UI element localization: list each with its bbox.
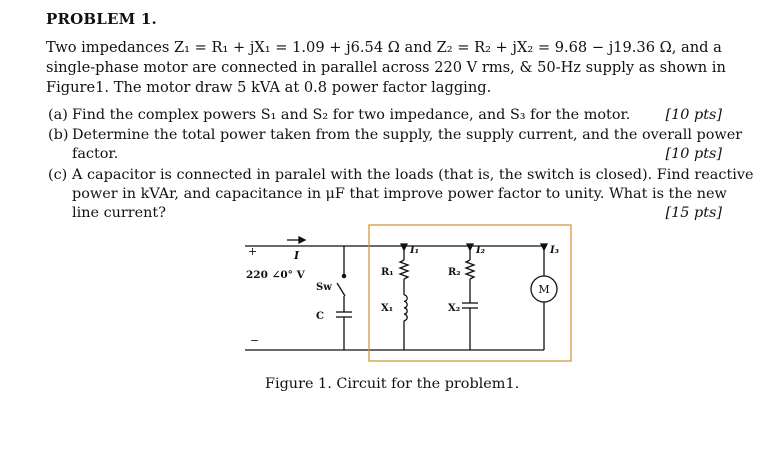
question-b-points: [10 pts] — [665, 146, 722, 162]
x1-label: X₁ — [381, 303, 394, 314]
source-voltage-label: 220 ∠0° V — [246, 269, 305, 281]
question-a-points: [10 pts] — [665, 107, 722, 123]
switch-label: Sw — [316, 282, 332, 293]
i1-label: I₁ — [410, 245, 420, 256]
statement-line-2: single-phase motor are connected in parallel across 220 V rms, & 50-Hz supply as shown in — [46, 59, 726, 76]
i1-arrow — [401, 244, 407, 250]
switch-pivot — [342, 274, 345, 277]
source-minus-label: − — [250, 334, 260, 347]
r1-label: R₁ — [381, 267, 394, 278]
switch-blade — [337, 283, 345, 296]
resistor-r1 — [400, 260, 408, 279]
i2-arrow — [467, 244, 473, 250]
question-b-text-1: Determine the total power taken from the supply, the supply current, and the overall power — [72, 127, 743, 143]
question-c-text-3: line current? — [72, 205, 166, 221]
figure-caption: Figure 1. Circuit for the problem1. — [265, 376, 520, 392]
question-a-label: (a) — [48, 107, 68, 123]
question-c-text-1: A capacitor is connected in paralel with the loads (that is, the switch is closed). Find reactive — [72, 167, 754, 183]
inductor-x1 — [404, 295, 407, 321]
question-c-label: (c) — [48, 167, 68, 183]
problem-title: PROBLEM 1. — [46, 10, 157, 28]
i3-label: I₃ — [550, 245, 560, 256]
question-b-text-2: factor. — [72, 146, 119, 162]
i3-arrow — [541, 244, 547, 250]
question-a-text: Find the complex powers S₁ and S₂ for two impedance, and S₃ for the motor. — [72, 107, 631, 123]
statement-line-3: Figure1. The motor draw 5 kVA at 0.8 power factor lagging. — [46, 79, 492, 96]
resistor-r2 — [466, 260, 474, 279]
source-plus-label: + — [248, 245, 258, 258]
supply-current-label: I — [294, 249, 300, 262]
statement-line-1: Two impedances Z₁ = R₁ + jX₁ = 1.09 + j6.54 Ω and Z₂ = R₂ + jX₂ = 9.68 − j19.36 Ω, and a — [46, 39, 722, 56]
i2-label: I₂ — [476, 245, 486, 256]
supply-current-arrow — [299, 237, 305, 243]
x2-label: X₂ — [448, 303, 461, 314]
question-c-text-2: power in kVAr, and capacitance in μF that improve power factor to unity. What is the new — [72, 186, 727, 202]
question-b-label: (b) — [48, 127, 69, 143]
question-c-points: [15 pts] — [665, 205, 722, 221]
r2-label: R₂ — [448, 267, 461, 278]
motor-label: M — [538, 283, 550, 296]
capacitor-c-label: C — [316, 311, 324, 322]
